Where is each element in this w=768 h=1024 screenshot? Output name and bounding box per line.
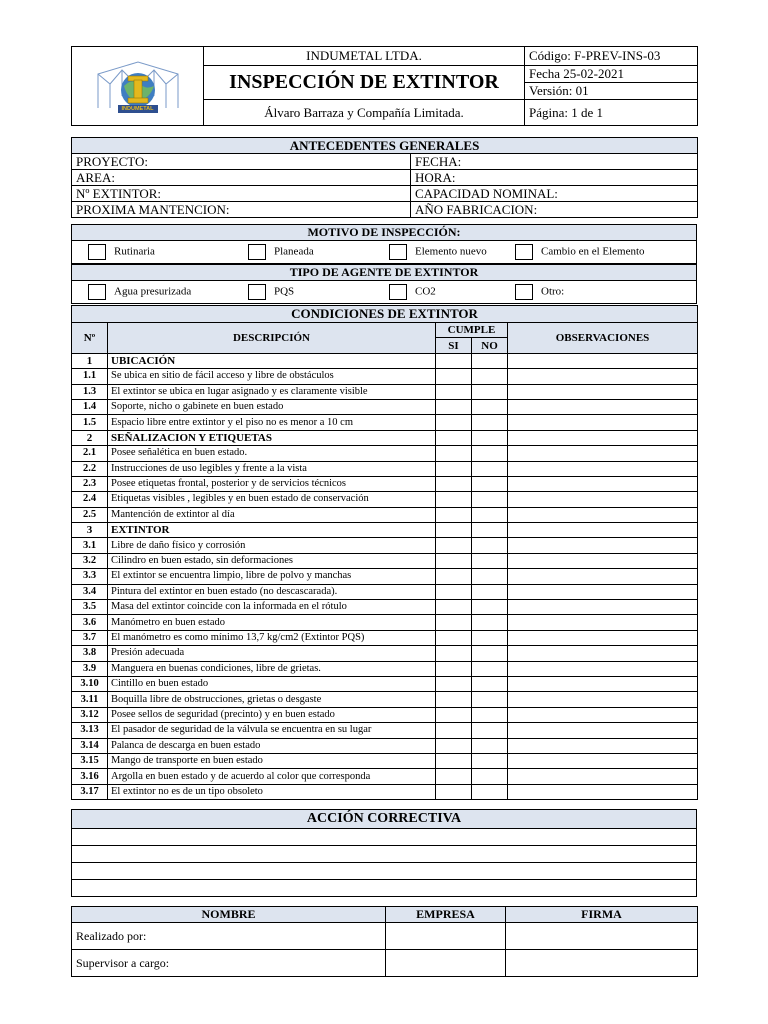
table-row [72,446,698,461]
table-row [72,707,698,722]
supervisor-a-cargo[interactable]: Supervisor a cargo: [72,950,386,977]
item-number: 3.6 [72,615,108,630]
option-label: Rutinaria [114,245,155,258]
option-label: Otro: [541,285,565,298]
agente-section [71,264,697,304]
item-description: Mantención de extintor al día [108,507,436,522]
cell-si[interactable] [436,569,472,584]
checkbox[interactable] [88,244,106,260]
table-row [72,723,698,738]
cell-no[interactable] [472,738,508,753]
cell-si[interactable] [436,784,472,799]
field-hora[interactable]: HORA: [411,170,698,186]
table-row [72,492,698,507]
doc-title: INSPECCIÓN DE EXTINTOR [204,66,525,100]
checkbox[interactable] [515,244,533,260]
cell-no[interactable] [472,692,508,707]
condiciones-table [71,305,698,800]
option-co2[interactable] [389,284,436,300]
company-name: INDUMETAL LTDA. [204,47,525,66]
table-row [72,615,698,630]
col-cumple: CUMPLE [436,323,508,338]
table-row [72,476,698,491]
cell-no[interactable] [472,461,508,476]
condiciones-title: CONDICIONES DE EXTINTOR [72,306,698,323]
checkbox[interactable] [88,284,106,300]
item-description: Se ubica en sitio de fácil acceso y libre de obstáculos [108,369,436,384]
option-cambio-elemento[interactable] [515,244,645,260]
item-description: EXTINTOR [108,523,436,538]
item-number: 3.9 [72,661,108,676]
indumetal-logo [88,56,188,116]
logo-cell [72,47,204,126]
item-description: Espacio libre entre extintor y el piso no es menor a 10 cm [108,415,436,430]
cell-observaciones[interactable] [508,692,698,707]
option-planeada[interactable] [248,244,314,260]
col-no: NO [472,338,508,353]
general-table [71,137,698,218]
field-capacidad[interactable]: CAPACIDAD NOMINAL: [411,186,698,202]
item-description: Posee etiquetas frontal, posterior y de servicios técnicos [108,476,436,491]
cell-no[interactable] [472,507,508,522]
option-label: Elemento nuevo [415,245,487,258]
cell-no[interactable] [472,707,508,722]
item-description: El extintor se ubica en lugar asignado y es claramente visible [108,384,436,399]
item-number: 3.10 [72,676,108,691]
item-number: 3.12 [72,707,108,722]
header-table [71,46,698,126]
motivo-title: MOTIVO DE INSPECCIÓN: [72,225,696,241]
item-number: 3.16 [72,769,108,784]
cell-no[interactable] [472,399,508,414]
cell-si[interactable] [436,630,472,645]
cell-si[interactable] [436,646,472,661]
cell-no[interactable] [472,646,508,661]
cell-observaciones[interactable] [508,538,698,553]
cell-no[interactable] [472,615,508,630]
cell-observaciones[interactable] [508,415,698,430]
table-row [72,753,698,768]
field-fabricacion[interactable]: AÑO FABRICACION: [411,202,698,218]
accion-line[interactable] [72,880,697,897]
cell-no[interactable] [472,492,508,507]
cell-no[interactable] [472,446,508,461]
item-description: Cilindro en buen estado, sin deformaciones [108,553,436,568]
option-label: CO2 [415,285,436,298]
cell-observaciones[interactable] [508,661,698,676]
field-extintor[interactable]: Nº EXTINTOR: [72,186,411,202]
section-row [72,523,698,538]
cell-si[interactable] [436,384,472,399]
accion-table [71,809,697,897]
cell-si[interactable] [436,476,472,491]
cell-si[interactable] [436,415,472,430]
cell-observaciones[interactable] [508,723,698,738]
cell-no[interactable] [472,769,508,784]
table-row [72,461,698,476]
checkbox[interactable] [248,244,266,260]
cell-no[interactable] [472,369,508,384]
cell-no[interactable] [472,630,508,645]
table-row [72,738,698,753]
item-number: 3.1 [72,538,108,553]
item-number: 1.5 [72,415,108,430]
cell-observaciones[interactable] [508,492,698,507]
cell-observaciones[interactable] [508,600,698,615]
checkbox[interactable] [248,284,266,300]
cell-observaciones[interactable] [508,630,698,645]
doc-date: Fecha 25-02-2021 [525,66,698,83]
cell-no[interactable] [472,569,508,584]
firma-cell[interactable] [506,950,698,977]
cell-observaciones[interactable] [508,553,698,568]
option-rutinaria[interactable] [88,244,155,260]
col-si: SI [436,338,472,353]
cell-no[interactable] [472,384,508,399]
item-number: 3.7 [72,630,108,645]
section-row [72,430,698,445]
cell-no[interactable] [472,784,508,799]
item-number: 3.5 [72,600,108,615]
section-row [72,353,698,368]
cell-si[interactable] [436,753,472,768]
item-description: Presión adecuada [108,646,436,661]
cell-si[interactable] [436,353,472,368]
accion-title: ACCIÓN CORRECTIVA [72,810,697,829]
cell-si[interactable] [436,538,472,553]
cell-observaciones[interactable] [508,769,698,784]
cell-observaciones[interactable] [508,507,698,522]
table-row [72,369,698,384]
item-description: Posee señalética en buen estado. [108,446,436,461]
cell-observaciones[interactable] [508,399,698,414]
cell-si[interactable] [436,692,472,707]
col-empresa: EMPRESA [386,907,506,923]
item-number: 3.2 [72,553,108,568]
cell-si[interactable] [436,738,472,753]
item-description: Argolla en buen estado y de acuerdo al color que corresponda [108,769,436,784]
cell-si[interactable] [436,399,472,414]
item-description: El extintor no es de un tipo obsoleto [108,784,436,799]
table-row [72,584,698,599]
cell-observaciones[interactable] [508,430,698,445]
realizado-por[interactable]: Realizado por: [72,923,386,950]
item-number: 2.4 [72,492,108,507]
cell-si[interactable] [436,707,472,722]
item-number: 2 [72,430,108,445]
doc-code: Código: F-PREV-INS-03 [525,47,698,66]
cell-observaciones[interactable] [508,707,698,722]
item-description: Cintillo en buen estado [108,676,436,691]
cell-si[interactable] [436,523,472,538]
col-firma: FIRMA [506,907,698,923]
item-description: El extintor se encuentra limpio, libre de polvo y manchas [108,569,436,584]
table-row [72,769,698,784]
item-description: Etiquetas visibles , legibles y en buen estado de conservación [108,492,436,507]
table-row [72,661,698,676]
item-description: Boquilla libre de obstrucciones, grietas o desgaste [108,692,436,707]
cell-observaciones[interactable] [508,784,698,799]
field-mantencion[interactable]: PROXIMA MANTENCION: [72,202,411,218]
cell-observaciones[interactable] [508,461,698,476]
item-number: 3.17 [72,784,108,799]
cell-observaciones[interactable] [508,369,698,384]
cell-si[interactable] [436,615,472,630]
item-description: Instrucciones de uso legibles y frente a la vista [108,461,436,476]
cell-si[interactable] [436,584,472,599]
cell-no[interactable] [472,476,508,491]
cell-si[interactable] [436,461,472,476]
item-number: 1.4 [72,399,108,414]
table-row [72,553,698,568]
table-row [72,569,698,584]
logo-text: INDUMETAL [121,106,154,112]
cell-no[interactable] [472,430,508,445]
item-description: SEÑALIZACION Y ETIQUETAS [108,430,436,445]
doc-subtitle: Álvaro Barraza y Compañía Limitada. [204,100,525,126]
cell-observaciones[interactable] [508,384,698,399]
item-number: 3 [72,523,108,538]
cell-no[interactable] [472,415,508,430]
item-number: 3.13 [72,723,108,738]
item-number: 1.3 [72,384,108,399]
cell-no[interactable] [472,600,508,615]
cell-no[interactable] [472,553,508,568]
cell-si[interactable] [436,676,472,691]
item-description: Pintura del extintor en buen estado (no descascarada). [108,584,436,599]
firmas-table [71,906,698,977]
cell-observaciones[interactable] [508,676,698,691]
table-row [72,676,698,691]
cell-observaciones[interactable] [508,353,698,368]
item-description: Manómetro en buen estado [108,615,436,630]
table-row [72,692,698,707]
item-number: 1.1 [72,369,108,384]
cell-si[interactable] [436,446,472,461]
item-description: Posee sellos de seguridad (precinto) y en buen estado [108,707,436,722]
cell-si[interactable] [436,492,472,507]
cell-observaciones[interactable] [508,584,698,599]
table-row [72,384,698,399]
motivo-section [71,224,697,264]
general-title: ANTECEDENTES GENERALES [72,138,698,154]
option-elemento-nuevo[interactable] [389,244,487,260]
table-row [72,646,698,661]
cell-si[interactable] [436,769,472,784]
item-description: El manómetro es como mínimo 13,7 kg/cm2 (Extintor PQS) [108,630,436,645]
cell-no[interactable] [472,753,508,768]
table-row [72,600,698,615]
item-description: Soporte, nicho o gabinete en buen estado [108,399,436,414]
item-number: 2.1 [72,446,108,461]
item-number: 3.4 [72,584,108,599]
firma-cell[interactable] [506,923,698,950]
cell-observaciones[interactable] [508,615,698,630]
item-description: Mango de transporte en buen estado [108,753,436,768]
item-number: 3.3 [72,569,108,584]
cell-si[interactable] [436,723,472,738]
table-row [72,784,698,799]
accion-line[interactable] [72,846,697,863]
item-description: Palanca de descarga en buen estado [108,738,436,753]
col-observaciones: OBSERVACIONES [508,323,698,354]
table-row [72,399,698,414]
cell-observaciones[interactable] [508,738,698,753]
item-number: 2.2 [72,461,108,476]
item-number: 3.14 [72,738,108,753]
item-number: 3.8 [72,646,108,661]
cell-si[interactable] [436,430,472,445]
cell-observaciones[interactable] [508,646,698,661]
field-proyecto[interactable]: PROYECTO: [72,154,411,170]
item-number: 3.11 [72,692,108,707]
empresa-cell[interactable] [386,923,506,950]
cell-observaciones[interactable] [508,446,698,461]
doc-page: Página: 1 de 1 [525,100,698,126]
item-number: 1 [72,353,108,368]
col-nombre: NOMBRE [72,907,386,923]
cell-observaciones[interactable] [508,476,698,491]
item-number: 2.5 [72,507,108,522]
cell-si[interactable] [436,661,472,676]
cell-no[interactable] [472,353,508,368]
cell-observaciones[interactable] [508,753,698,768]
option-label: PQS [274,285,295,298]
empresa-cell[interactable] [386,950,506,977]
cell-observaciones[interactable] [508,569,698,584]
item-number: 3.15 [72,753,108,768]
option-agua[interactable] [88,284,191,300]
cell-si[interactable] [436,600,472,615]
table-row [72,630,698,645]
cell-no[interactable] [472,723,508,738]
item-number: 2.3 [72,476,108,491]
agente-title: TIPO DE AGENTE DE EXTINTOR [72,265,696,281]
option-label: Cambio en el Elemento [541,245,645,258]
cell-observaciones[interactable] [508,523,698,538]
checkbox[interactable] [389,284,407,300]
checkbox[interactable] [515,284,533,300]
option-otro[interactable] [515,284,564,300]
col-num: Nº [72,323,108,354]
accion-line[interactable] [72,863,697,880]
item-description: Masa del extintor coincide con la informada en el rótulo [108,600,436,615]
cell-no[interactable] [472,676,508,691]
option-label: Agua presurizada [114,285,192,298]
cell-si[interactable] [436,507,472,522]
item-description: UBICACIÓN [108,353,436,368]
cell-si[interactable] [436,369,472,384]
table-row [72,415,698,430]
accion-line[interactable] [72,829,697,846]
item-description: Libre de daño físico y corrosión [108,538,436,553]
option-label: Planeada [274,245,314,258]
item-description: Manguera en buenas condiciones, libre de grietas. [108,661,436,676]
col-descripcion: DESCRIPCIÓN [108,323,436,354]
table-row [72,538,698,553]
cell-no[interactable] [472,523,508,538]
table-row [72,507,698,522]
cell-no[interactable] [472,661,508,676]
cell-no[interactable] [472,584,508,599]
item-description: El pasador de seguridad de la válvula se encuentra en su lugar [108,723,436,738]
field-fecha[interactable]: FECHA: [411,154,698,170]
cell-si[interactable] [436,553,472,568]
cell-no[interactable] [472,538,508,553]
option-pqs[interactable] [248,284,294,300]
checkbox[interactable] [389,244,407,260]
field-area[interactable]: AREA: [72,170,411,186]
doc-version: Versión: 01 [525,83,698,100]
